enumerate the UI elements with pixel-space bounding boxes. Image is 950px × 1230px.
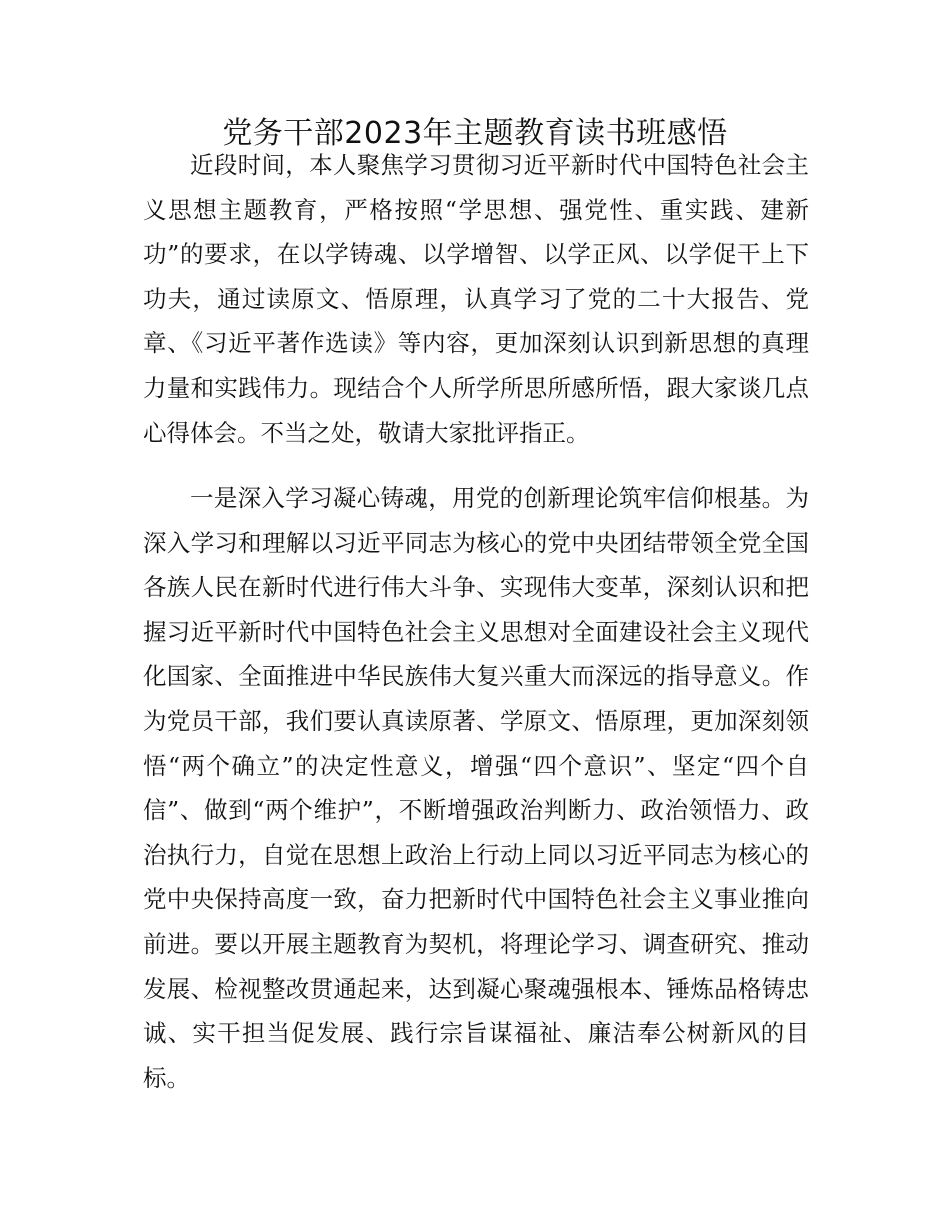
paragraph-intro: 近段时间，本人聚焦学习贯彻习近平新时代中国特色社会主义思想主题教育，严格按照“学思想、强党性、重实践、建新功”的要求，在以学铸魂、以学增智、以学正风、以学促干上下功夫，通过读原文、悟原理，认真学习了党的二十大报告、党章、《习近平著作选读》等内容，更加深刻认识到新思想的真理力量和实践伟力。现结合个人所学所思所感所悟，跟大家谈几点心得体会。不当之处，敬请大家批评指正。: [143, 151, 809, 447]
document-title: 党务干部2023年主题教育读书班感悟: [222, 116, 728, 151]
paragraph-point-one: 一是深入学习凝心铸魂，用党的创新理论筑牢信仰根基。为深入学习和理解以习近平同志为核心的党中央团结带领全党全国各族人民在新时代进行伟大斗争、实现伟大变革，深刻认识和把握习近平新时代中国特色社会主义思想对全面建设社会主义现代化国家、全面推进中华民族伟大复兴重大而深远的指导意义。作为党员干部，我们要认真读原著、学原文、悟原理，更加深刻领悟“两个确立”的决定性意义，增强“四个意识”、坚定“四个自信”、做到“两个维护”，不断增强政治判断力、政治领悟力、政治执行力，自觉在思想上政治上行动上同以习近平同志为核心的党中央保持高度一致，奋力把新时代中国特色社会主义事业推向前进。要以开展主题教育为契机，将理论学习、调查研究、推动发展、检视整改贯通起来，达到凝心聚魂强根本、锤炼品格铸忠诚、实干担当促发展、践行宗旨谋福祉、廉洁奉公树新风的目标。: [143, 484, 809, 1092]
